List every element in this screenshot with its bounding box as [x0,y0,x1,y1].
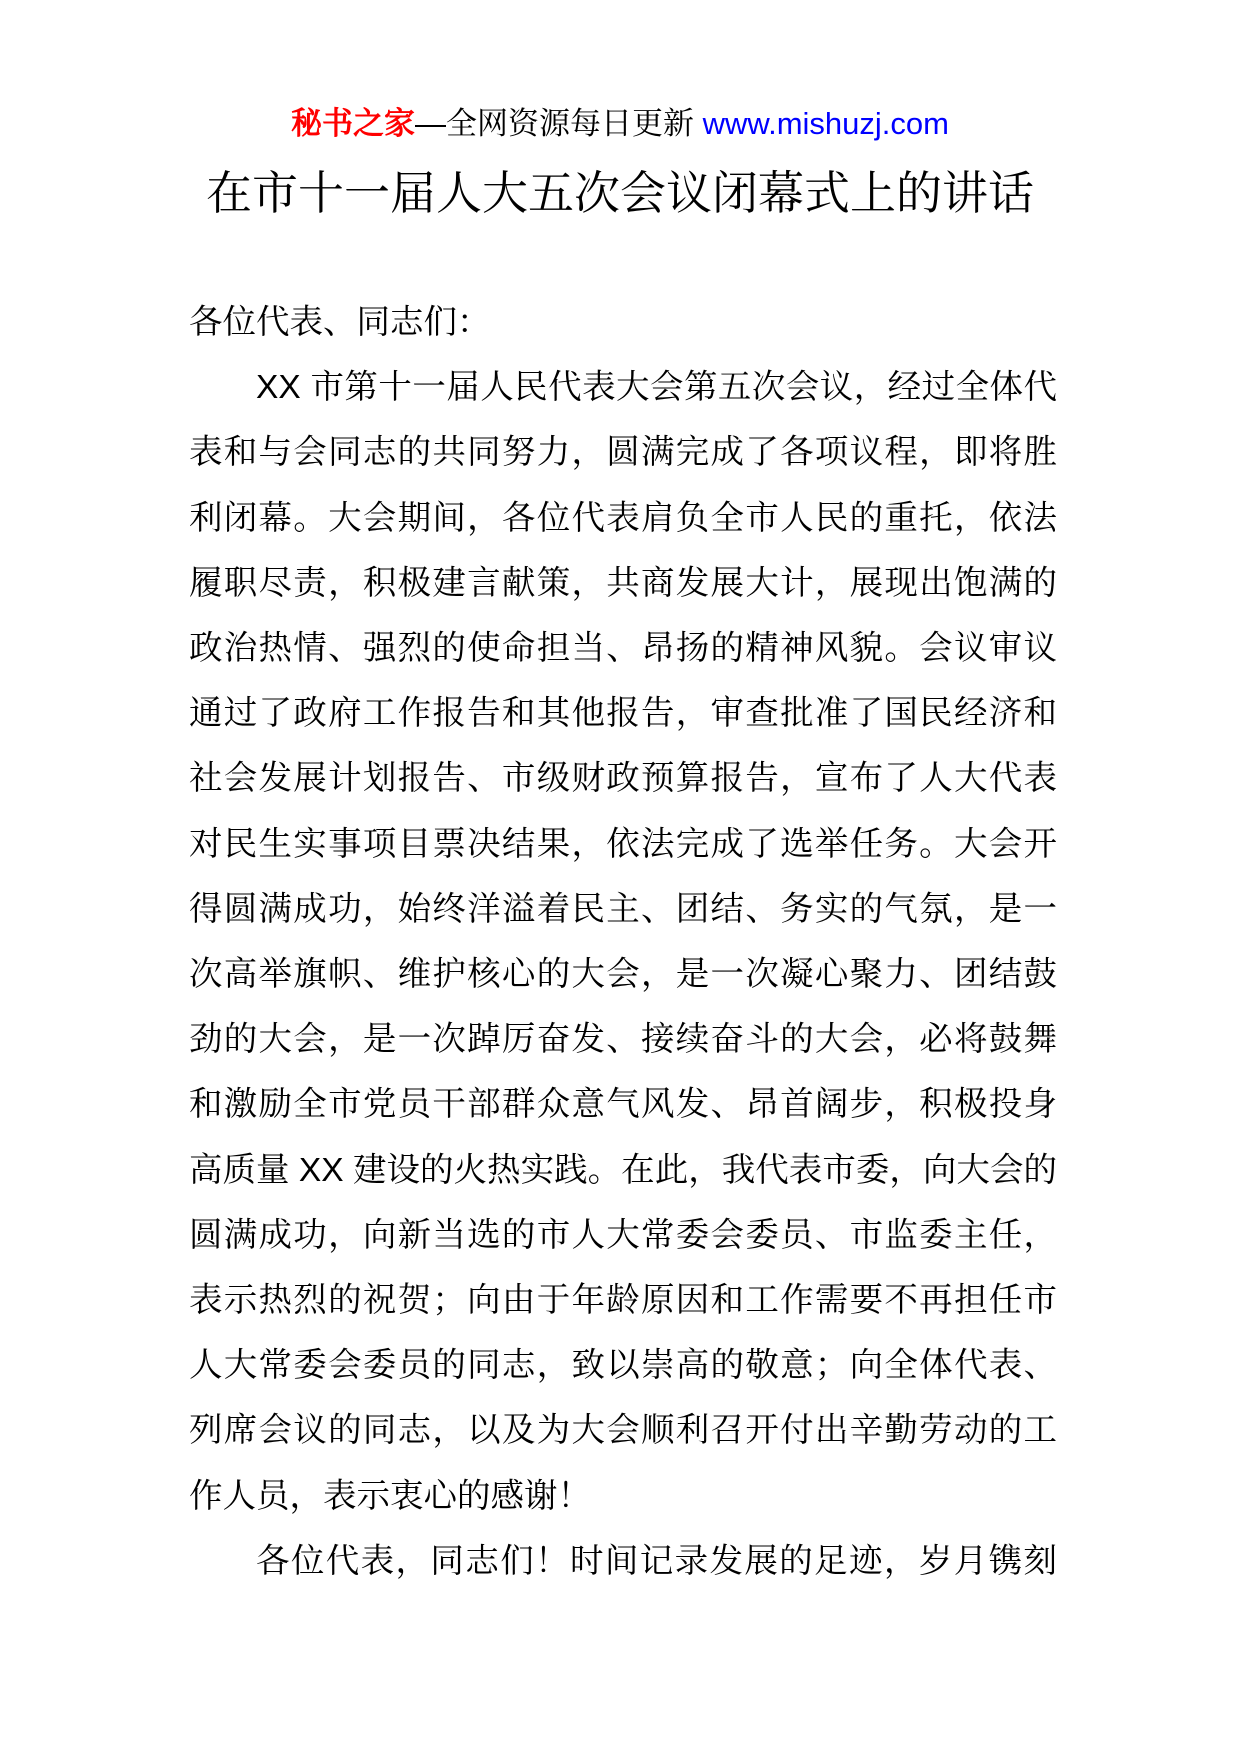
paragraph-line: 表和与会同志的共同努力，圆满完成了各项议程，即将胜 [189,434,1057,472]
paragraph-line: 政治热情、强烈的使命担当、昂扬的精神风貌。会议审议 [189,630,1057,668]
paragraph-line: 社会发展计划报告、市级财政预算报告，宣布了人大代表 [189,760,1057,798]
paragraph-line: 通过了政府工作报告和其他报告，审查批准了国民经济和 [189,695,1057,733]
paragraph-1 [189,355,1057,1529]
paragraph-line: 作人员，表示衷心的感谢！ [189,1477,591,1515]
paragraph-line: XX 市第十一届人民代表大会第五次会议，经过全体代 [256,369,1057,407]
paragraph-line: 人大常委会委员的同志，致以崇高的敬意；向全体代表、 [189,1347,1057,1385]
document-title: 在市十一届人大五次会议闭幕式上的讲话 [206,167,1034,219]
site-url-link[interactable]: www.mishuzj.com [702,106,949,141]
paragraph-line: 表示热烈的祝贺；向由于年龄原因和工作需要不再担任市 [189,1282,1057,1320]
paragraph-line: 圆满成功，向新当选的市人大常委会委员、市监委主任， [189,1216,1057,1254]
paragraph-line: 履职尽责，积极建言献策，共商发展大计，展现出饱满的 [189,564,1057,602]
site-header [0,104,1240,144]
paragraph-line: 次高举旗帜、维护核心的大会，是一次凝心聚力、团结鼓 [189,956,1057,994]
document-body [189,290,1057,1594]
paragraph-line: 高质量 XX 建设的火热实践。在此，我代表市委，向大会的 [189,1151,1057,1189]
paragraph-line: 对民生实事项目票决结果，依法完成了选举任务。大会开 [189,825,1057,863]
paragraph-line: 列席会议的同志，以及为大会顺利召开付出辛勤劳动的工 [189,1412,1057,1450]
paragraph-line: 得圆满成功，始终洋溢着民主、团结、务实的气氛，是一 [189,890,1057,928]
site-tagline: —全网资源每日更新 [415,106,695,141]
paragraph-2 [189,1529,1057,1594]
paragraph-line: 劲的大会，是一次踔厉奋发、接续奋斗的大会，必将鼓舞 [189,1021,1057,1059]
paragraph-line: 各位代表，同志们！时间记录发展的足迹，岁月镌刻 [256,1542,1057,1580]
paragraph-line: 和激励全市党员干部群众意气风发、昂首阔步，积极投身 [189,1086,1057,1124]
site-brand: 秘书之家 [291,106,416,141]
salutation: 各位代表、同志们： [189,304,491,341]
paragraph-line: 利闭幕。大会期间，各位代表肩负全市人民的重托，依法 [189,499,1057,537]
